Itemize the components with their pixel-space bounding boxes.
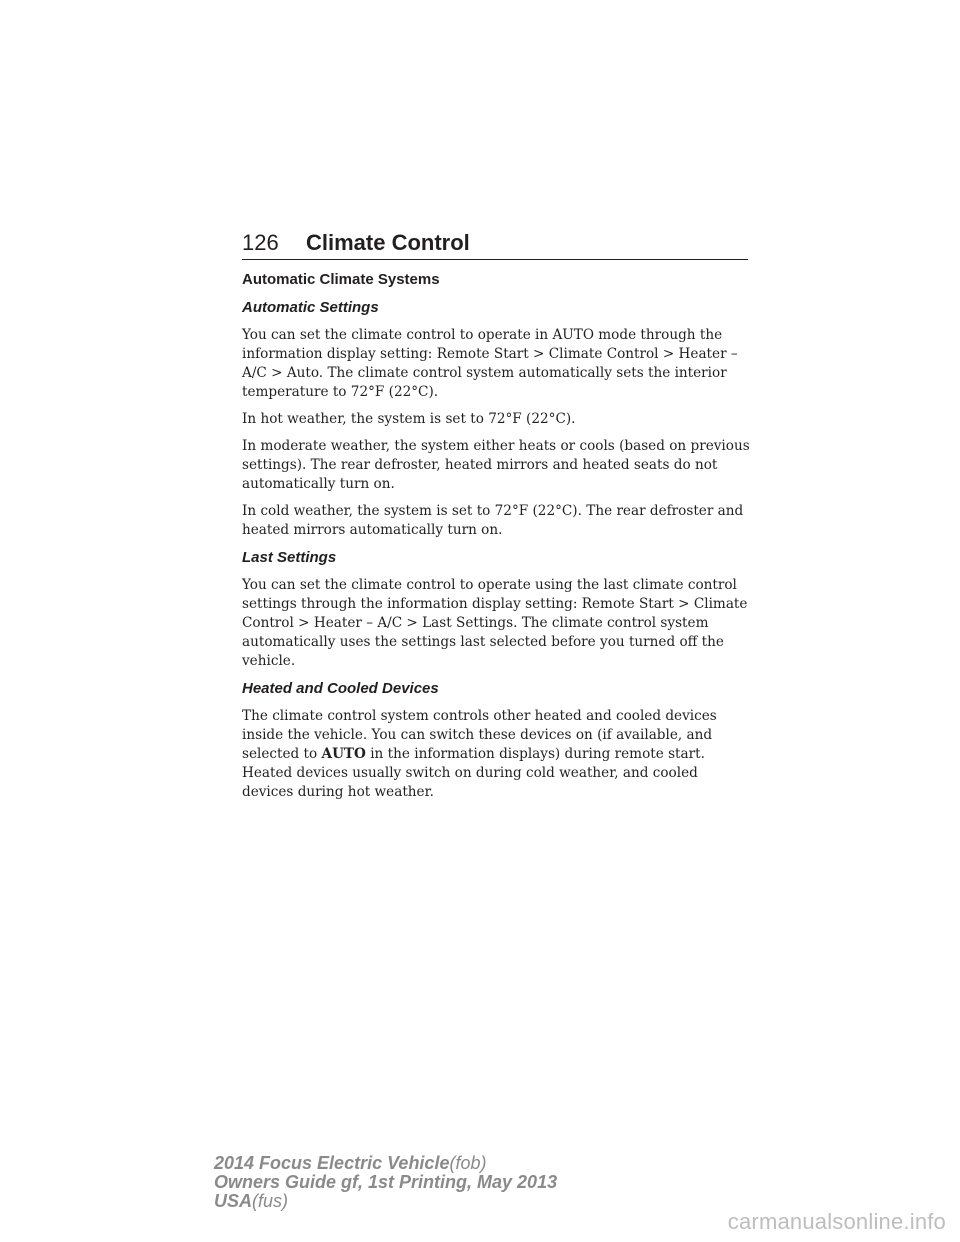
watermark-text: carmanualsonline.info [727, 1209, 946, 1234]
paragraph-moderate-weather: In moderate weather, the system either heats or cools (based on previous settings). The rear defroster, heated mirrors and heated seats do not automatically turn on. [242, 438, 750, 492]
page-header [242, 229, 748, 260]
footer-line-3 [214, 1192, 557, 1211]
footer-market: USA [214, 1191, 253, 1211]
paragraph-last-settings: You can set the climate control to operate using the last climate control settings through the information display setting: Remote Start > Climate Control > Heater – A/C > Last Settings. The climate control system automatically uses the settings last selected before you turned off the vehicle. [242, 577, 748, 669]
footer-vehicle-code: (fob) [449, 1153, 487, 1173]
subheading-heated-cooled-devices: Heated and Cooled Devices [242, 680, 439, 697]
subheading-automatic-settings: Automatic Settings [242, 299, 379, 316]
paragraph-auto-mode: You can set the climate control to operate in AUTO mode through the information display setting: Remote Start > Climate Control > Heater – A/C > Auto. The climate control system automatically sets the interior temperature to 72°F (22°C). [242, 327, 738, 400]
paragraph-text-end: in the information displays) during remote start. Heated devices usually switch on during cold weather, and cooled devices during hot weather. [242, 746, 705, 800]
subheading-last-settings: Last Settings [242, 549, 337, 566]
paragraph-cold-weather: In cold weather, the system is set to 72°F (22°C). The rear defroster and heated mirrors automatically turn on. [242, 503, 744, 538]
paragraph-text-start: The climate control system controls other heated and cooled devices inside the vehicle. You can switch these devices on (if available, and selected to [242, 708, 717, 762]
paragraph-hot-weather: In hot weather, the system is set to 72°F (22°C). [242, 411, 576, 427]
page-content [242, 270, 752, 810]
paragraph-heated-cooled-devices [242, 707, 752, 802]
footer-line-1 [214, 1154, 557, 1173]
chapter-title: Climate Control [306, 230, 470, 255]
footer-printing-info: Owners Guide gf, 1st Printing, May 2013 [214, 1172, 558, 1192]
auto-emphasis: AUTO [321, 746, 366, 762]
page-number: 126 [242, 230, 279, 255]
print-footer [214, 1154, 557, 1211]
footer-market-code: (fus) [252, 1191, 289, 1211]
footer-vehicle-name: 2014 Focus Electric Vehicle [214, 1153, 450, 1173]
section-heading: Automatic Climate Systems [242, 271, 440, 288]
